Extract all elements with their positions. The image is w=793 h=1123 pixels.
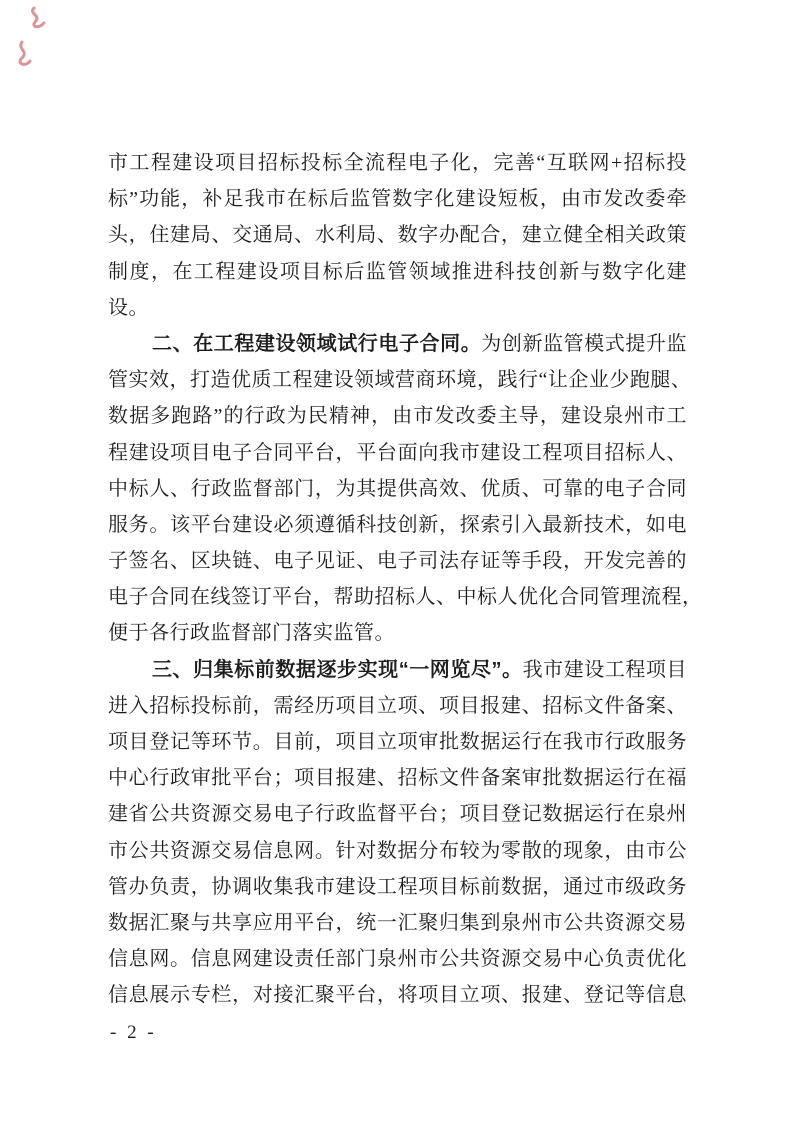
line-text: 我市建设工程项目 (522, 658, 688, 681)
document-line (108, 688, 687, 724)
document-body (108, 145, 703, 1014)
line-text: 信息展示专栏，对接汇聚平台，将项目立项、报建、登记等信息 (108, 984, 687, 1007)
line-text: 数据汇聚与共享应用平台，统一汇聚归集到泉州市公共资源交易 (108, 911, 687, 934)
line-text: 市工程建设项目招标投标全流程电子化，完善“互联网+招标投 (108, 152, 687, 174)
document-line (108, 145, 687, 181)
line-text: 项目登记等环节。目前，项目立项审批数据运行在我市行政服务 (108, 731, 687, 753)
document-line (108, 760, 687, 796)
line-text: 程建设项目电子合同平台，平台面向我市建设工程项目招标人、 (108, 441, 687, 464)
line-text: 制度，在工程建设项目标后监管领域推进科技创新与数字化建 (108, 260, 687, 283)
document-line (108, 398, 687, 434)
line-text: 进入招标投标前，需经历项目立项、项目报建、招标文件备案、 (108, 694, 687, 717)
document-line (108, 869, 687, 905)
line-text: 标”功能，补足我市在标后监管数字化建设短板，由市发改委牵 (108, 188, 687, 211)
document-line (108, 977, 687, 1013)
document-line (108, 579, 703, 615)
document-line (108, 471, 687, 507)
line-text: 管办负责，协调收集我市建设工程项目标前数据，通过市级政务 (108, 875, 687, 898)
red-ink-annotation-icon (8, 2, 68, 74)
document-line (108, 652, 687, 688)
line-text: 电子合同在线签订平台，帮助招标人、中标人优化合同管理流程， (108, 586, 703, 609)
page-number: - 2 - (110, 1022, 157, 1043)
document-line (108, 362, 692, 398)
line-text: 便于各行政监督部门落实监管。 (108, 622, 395, 645)
line-text: 市公共资源交易信息网。针对数据分布较为零散的现象，由市公 (108, 839, 687, 862)
line-text: 服务。该平台建设必须遵循科技创新，探索引入最新技术，如电 (108, 513, 687, 536)
document-line (108, 796, 687, 832)
document-line (108, 543, 687, 579)
document-line (108, 941, 687, 977)
section-heading: 三、归集标前数据逐步实现“一网览尽”。 (152, 658, 523, 681)
line-text: 子签名、区块链、电子见证、电子司法存证等手段，开发完善的 (108, 550, 687, 573)
section-heading: 二、在工程建设领域试行电子合同。 (152, 332, 482, 355)
line-text: 信息网。信息网建设责任部门泉州市公共资源交易中心负责优化 (108, 948, 687, 971)
document-line (108, 181, 687, 217)
document-line (108, 507, 687, 543)
line-text: 中心行政审批平台；项目报建、招标文件备案审批数据运行在福 (108, 767, 687, 790)
line-text: 管实效，打造优质工程建设领域营商环境，践行“让企业少跑腿、 (108, 369, 692, 392)
document-line (108, 724, 687, 760)
line-text: 数据多跑路”的行政为民精神，由市发改委主导，建设泉州市工 (108, 405, 687, 428)
line-text: 为创新监管模式提升监 (481, 332, 688, 355)
line-text: 建省公共资源交易电子行政监督平台；项目登记数据运行在泉州 (108, 803, 687, 826)
line-text: 中标人、行政监督部门，为其提供高效、优质、可靠的电子合同 (108, 477, 687, 500)
document-line (108, 833, 687, 869)
document-line (108, 254, 687, 290)
line-text: 设。 (108, 296, 149, 319)
document-line (108, 615, 687, 651)
document-line (108, 217, 687, 253)
document-line (108, 435, 687, 471)
document-line (108, 326, 687, 362)
document-line (108, 290, 687, 326)
line-text: 头，住建局、交通局、水利局、数字办配合，建立健全相关政策 (108, 224, 687, 247)
document-line (108, 905, 687, 941)
